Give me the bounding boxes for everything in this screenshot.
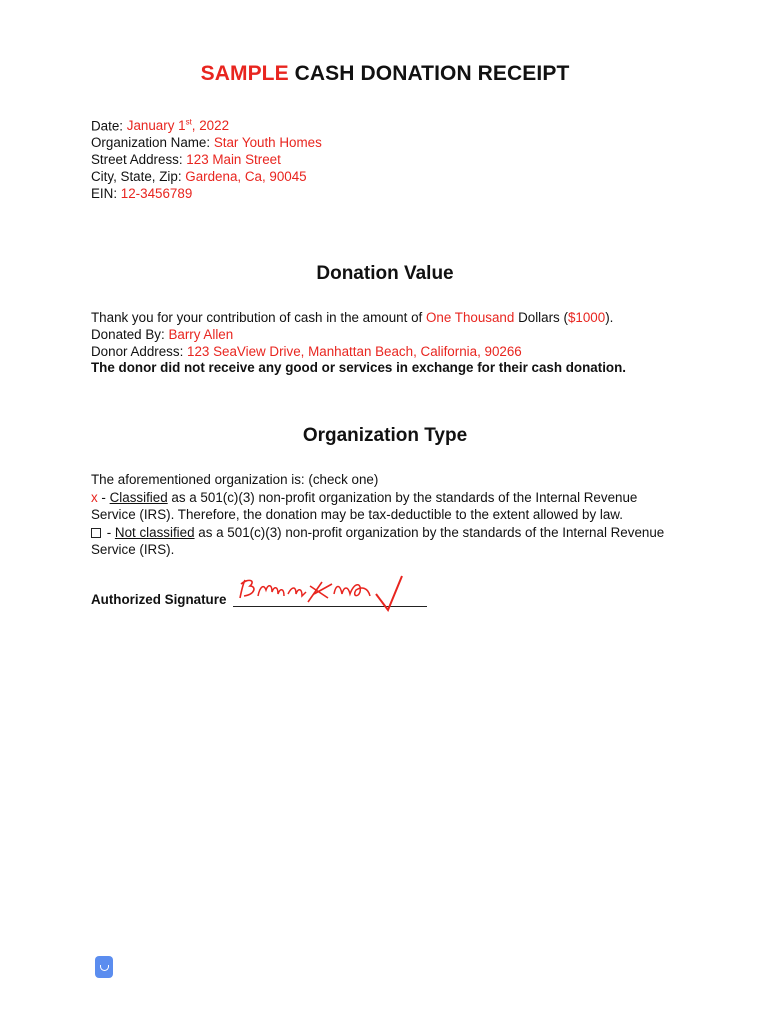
org-name-value: Star Youth Homes [213,135,322,151]
org-type-details [91,472,681,559]
donor-address: 123 SeaView Drive, Manhattan Beach, California, 90266 [187,343,522,359]
ein-line [91,186,322,203]
org-name-label: Organization Name: [91,135,211,151]
handwritten-signature [236,572,416,614]
amount-number: $1000 [567,310,606,325]
date-label: Date: [91,118,124,134]
org-type-heading: Organization Type [302,425,468,446]
ein-value: 12-3456789 [120,185,193,201]
street-value: 123 Main Street [186,152,281,168]
ein-label: EIN: [91,185,118,201]
no-goods-notice: The donor did not receive any good or services in exchange for their cash donation. [91,360,626,376]
title-rest: CASH DONATION RECEIPT [294,62,570,85]
donor-name: Barry Allen [168,326,234,342]
checked-mark[interactable]: x [91,489,98,505]
date-value: January 1st, 2022 [126,118,230,134]
page-title [0,62,770,86]
city-value: Gardena, Ca, 90045 [185,168,307,184]
donor-address-line: Donor Address: 123 SeaView Drive, Manhattan Beach, California, 90266 [91,343,522,359]
street-line [91,152,322,169]
street-label: Street Address: [91,152,183,168]
city-line [91,169,322,186]
check-one-intro: The aforementioned organization is: (check one) [91,472,379,487]
city-label: City, State, Zip: [91,168,182,184]
option-classified: x - Classified as a 501(c)(3) non-profit organization by the standards of the Internal Revenue Service (IRS). Therefore, the donation may be tax-deductible to the extent allowed by law. [91,489,638,522]
thanks-line: Thank you for your contribution of cash in the amount of One Thousand Dollars ($1000). [91,310,614,325]
chat-bubble-icon[interactable] [95,956,113,978]
donation-details [91,310,626,377]
amount-words: One Thousand [425,310,515,325]
donated-by-line: Donated By: Barry Allen [91,326,234,342]
signature-label: Authorized Signature [91,592,227,607]
title-sample: SAMPLE [200,62,289,85]
date-line [91,115,322,135]
option-not-classified: - Not classified as a 501(c)(3) non-profit organization by the standards of the Internal Revenue Service (IRS). [91,525,665,558]
unchecked-checkbox-icon[interactable] [91,528,101,538]
organization-info [91,115,322,202]
donation-heading: Donation Value [316,263,454,284]
org-name-line [91,135,322,152]
